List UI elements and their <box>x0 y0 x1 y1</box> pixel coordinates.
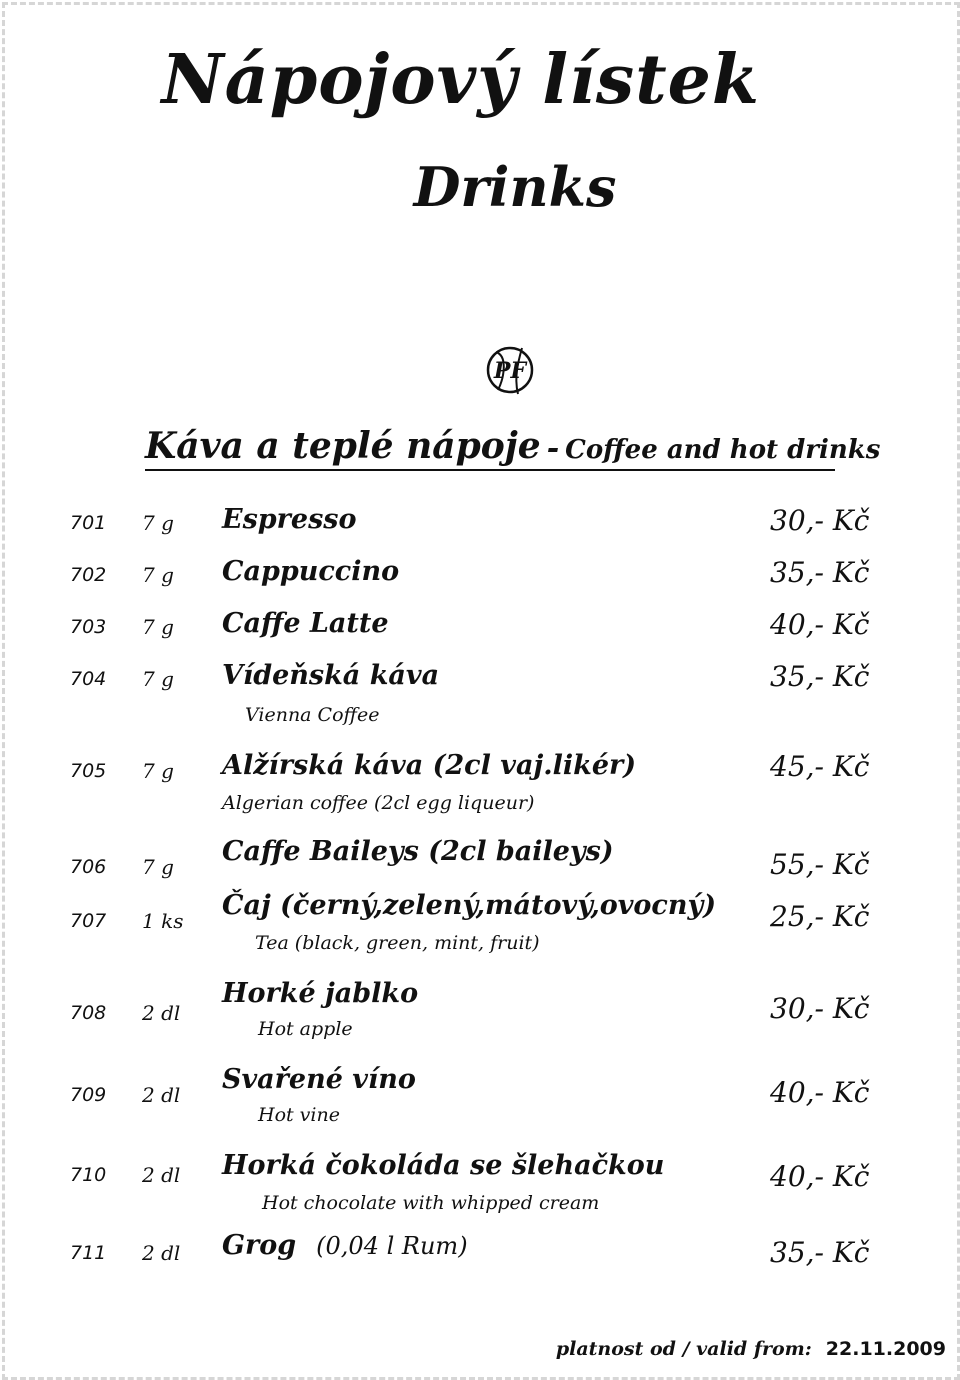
item-quantity: 2 dl <box>142 1001 181 1025</box>
menu-item-706 <box>0 836 960 886</box>
item-price: 40,- Kč <box>770 1076 870 1109</box>
item-quantity: 2 dl <box>142 1083 181 1107</box>
item-name: Caffe Baileys (2cl baileys) <box>222 836 614 867</box>
item-quantity: 7 g <box>142 759 174 783</box>
item-name <box>222 1230 468 1261</box>
menu-subtitle: Drinks <box>413 155 617 219</box>
item-price: 25,- Kč <box>770 900 870 933</box>
item-name: Čaj (černý,zelený,mátový,ovocný) <box>222 890 716 921</box>
item-quantity: 7 g <box>142 615 174 639</box>
item-name: Vídeňská káva <box>222 660 440 691</box>
item-name-english: Tea (black, green, mint, fruit) <box>255 932 540 954</box>
item-quantity: 7 g <box>142 855 174 879</box>
menu-item-707 <box>0 890 960 966</box>
menu-item-705 <box>0 748 960 824</box>
item-quantity: 7 g <box>142 667 174 691</box>
item-price: 35,- Kč <box>770 1236 870 1269</box>
menu-item-701 <box>0 502 960 542</box>
item-number: 703 <box>70 616 107 638</box>
menu-item-703 <box>0 606 960 646</box>
item-quantity: 2 dl <box>142 1241 181 1265</box>
item-price: 35,- Kč <box>770 660 870 693</box>
validity-label: platnost od / valid from: <box>555 1338 812 1360</box>
item-number: 702 <box>70 564 107 586</box>
item-quantity: 7 g <box>142 563 174 587</box>
section-heading-cz: Káva a teplé nápoje <box>145 425 541 467</box>
item-price: 45,- Kč <box>770 750 870 783</box>
menu-item-711 <box>0 1228 960 1278</box>
item-quantity: 1 ks <box>142 909 184 933</box>
item-name-english: Hot vine <box>258 1104 340 1126</box>
pf-monogram-logo <box>478 338 542 402</box>
item-number: 706 <box>70 856 107 878</box>
item-name: Cappuccino <box>222 556 400 587</box>
section-heading-en: Coffee and hot drinks <box>565 435 881 465</box>
item-name-extra: (0,04 l Rum) <box>316 1232 468 1260</box>
menu-item-704 <box>0 658 960 734</box>
item-quantity: 2 dl <box>142 1163 181 1187</box>
section-heading <box>145 425 881 471</box>
menu-item-710 <box>0 1148 960 1224</box>
item-name-text: Grog <box>222 1230 297 1261</box>
item-number: 711 <box>70 1242 107 1264</box>
item-name: Svařené víno <box>222 1064 416 1095</box>
menu-item-709 <box>0 1062 960 1138</box>
validity-date: 22.11.2009 <box>825 1338 946 1360</box>
item-number: 705 <box>70 760 107 782</box>
item-price: 35,- Kč <box>770 556 870 589</box>
menu-item-708 <box>0 976 960 1052</box>
section-heading-separator: - <box>546 431 560 466</box>
menu-item-702 <box>0 554 960 594</box>
item-price: 30,- Kč <box>770 504 870 537</box>
item-name: Caffe Latte <box>222 608 389 639</box>
item-price: 40,- Kč <box>770 1160 870 1193</box>
item-name: Alžírská káva (2cl vaj.likér) <box>222 750 637 781</box>
item-price: 40,- Kč <box>770 608 870 641</box>
item-number: 709 <box>70 1084 107 1106</box>
item-name-english: Hot chocolate with whipped cream <box>262 1192 600 1214</box>
menu-title: Nápojový lístek <box>161 40 760 120</box>
item-price: 30,- Kč <box>770 992 870 1025</box>
item-number: 704 <box>70 668 107 690</box>
item-name-english: Vienna Coffee <box>245 704 380 726</box>
item-name: Espresso <box>222 504 357 535</box>
item-number: 701 <box>70 512 107 534</box>
item-number: 707 <box>70 910 107 932</box>
item-number: 708 <box>70 1002 107 1024</box>
item-name: Horká čokoláda se šlehačkou <box>222 1150 665 1181</box>
item-number: 710 <box>70 1164 107 1186</box>
svg-text:PF: PF <box>493 358 527 384</box>
item-name-english: Algerian coffee (2cl egg liqueur) <box>222 792 535 814</box>
validity-note <box>556 1338 946 1360</box>
item-name: Horké jablko <box>222 978 419 1009</box>
item-price: 55,- Kč <box>770 848 870 881</box>
item-quantity: 7 g <box>142 511 174 535</box>
item-name-english: Hot apple <box>258 1018 353 1040</box>
